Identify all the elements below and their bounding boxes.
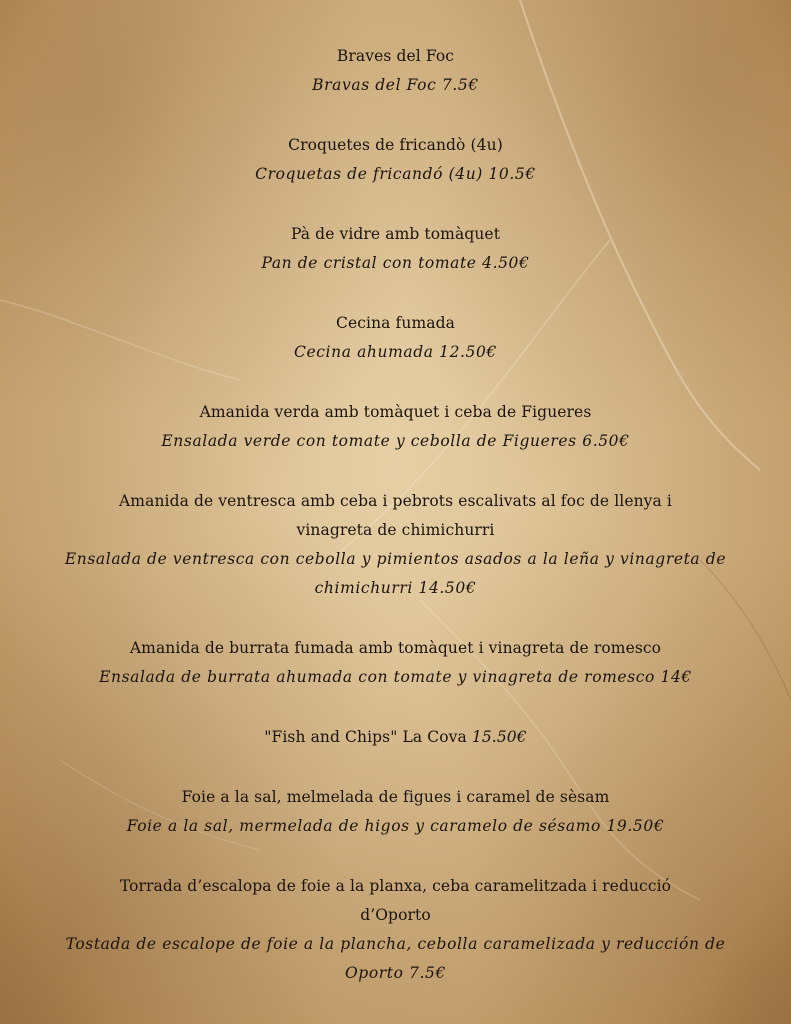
dish-name-spanish-price: Ensalada verde con tomate y cebolla de Figueres 6.50€	[161, 432, 630, 450]
dish-name-catalan: Cecina fumada	[336, 314, 455, 332]
dish-name-catalan: Amanida verda amb tomàquet i ceba de Figueres	[199, 403, 592, 421]
dish-name-spanish-price: Croquetas de fricandó (4u) 10.5€	[255, 165, 536, 183]
menu-item-pa-de-vidre	[0, 220, 791, 278]
dish-name-catalan: Pà de vidre amb tomàquet	[290, 225, 501, 243]
menu-item-amanida-burrata	[0, 634, 791, 692]
dish-name-spanish-price: Cecina ahumada 12.50€	[294, 343, 497, 361]
dish-name-catalan: "Fish and Chips" La Cova	[264, 728, 467, 746]
menu-item-cecina	[0, 309, 791, 367]
dish-name-catalan: Foie a la sal, melmelada de figues i caramel de sèsam	[181, 788, 610, 806]
menu-list	[0, 42, 791, 1019]
dish-name-spanish-price: Pan de cristal con tomate 4.50€	[261, 254, 530, 272]
dish-name-catalan: Amanida de ventresca amb ceba i pebrots escalivats al foc de llenya i vinagreta de chimichurri	[119, 492, 672, 539]
menu-item-croquetes	[0, 131, 791, 189]
dish-name-spanish-price: Bravas del Foc 7.5€	[312, 76, 479, 94]
menu-item-torrada-foie	[0, 872, 791, 988]
dish-name-spanish-price: Foie a la sal, mermelada de higos y caramelo de sésamo 19.50€	[126, 817, 665, 835]
dish-name-catalan: Croquetes de fricandò (4u)	[288, 136, 503, 154]
dish-name-catalan: Braves del Foc	[336, 47, 455, 65]
menu-item-amanida-ventresca	[0, 487, 791, 603]
menu-item-braves	[0, 42, 791, 100]
dish-price: 15.50€	[471, 728, 527, 746]
dish-name-spanish-price: Tostada de escalope de foie a la plancha, cebolla caramelizada y reducción de Oporto 7.5€	[65, 935, 726, 982]
dish-name-spanish-price: Ensalada de ventresca con cebolla y pimientos asados a la leña y vinagreta de chimichurri 14.50€	[64, 550, 727, 597]
menu-item-foie-a-la-sal	[0, 783, 791, 841]
menu-item-fish-and-chips	[0, 723, 791, 752]
menu-item-amanida-verda	[0, 398, 791, 456]
dish-name-catalan: Torrada d’escalopa de foie a la planxa, ceba caramelitzada i reducció d’Oporto	[119, 877, 672, 924]
dish-name-catalan-price	[0, 723, 791, 752]
dish-name-catalan: Amanida de burrata fumada amb tomàquet i vinagreta de romesco	[129, 639, 662, 657]
dish-name-spanish-price: Ensalada de burrata ahumada con tomate y vinagreta de romesco 14€	[99, 668, 692, 686]
